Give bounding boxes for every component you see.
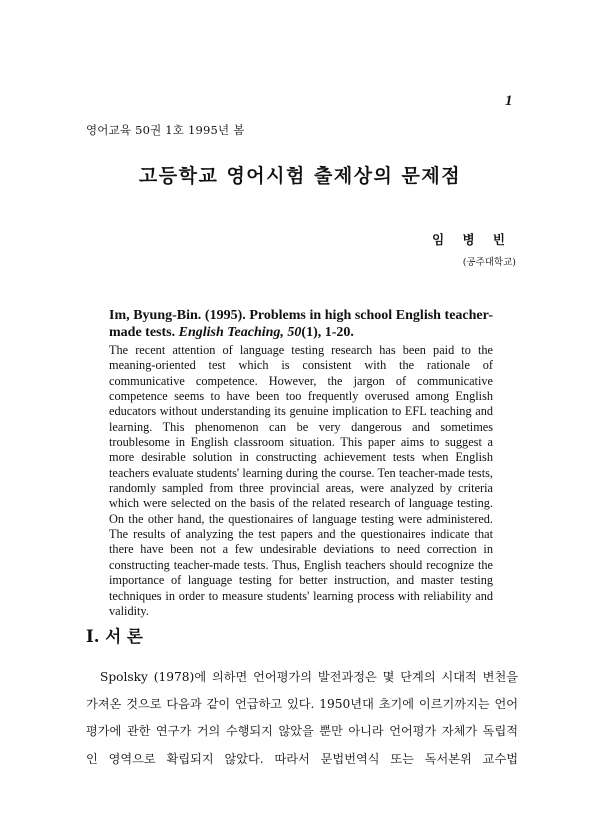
body-paragraph: Spolsky (1978)에 의하면 언어평가의 발전과정은 몇 단계의 시대적 변천을 가져온 것으로 다음과 같이 언급하고 있다. 1950년대 초기에 이르기까지는 언어평가에 관한 연구가 거의 수행되지 않았을 뿐만 아니라 언어평가 자체가 독립적인 영역으로 확립되지 않았다. 따라서 문법번역식 또는 독서본위 교수법: [86, 670, 518, 766]
abstract: The recent attention of language testing research has been paid to the meaning-oriented test which is consistent with the rationale of communicative competence. However, the jargon of communicative competence seems to have been too frequently overused among English educators without understanding its genuine implication to EFL teaching and learning. This phenomenon can be very dangerous and sometimes troublesome in English classroom situation. This paper aims to suggest a more desirable solution in constructing achievement tests when English teachers evaluate students' learning during the course. Ten teacher-made tests, randomly sampled from three provincial areas, were analyzed by criteria which were selected on the basis of the related research of language testing. On the other hand, the questionaires of language testing were administered. The results of analyzing the test papers and the questionaires indicate that there have been not a few undesirable deviations to need correction in constructing teacher-made tests. Thus, English teachers should recognize the importance of language testing for better instruction, and master testing techniques in order to measure students' learning process with reliability and validity.: [109, 343, 493, 618]
section-heading-introduction: I. 서 론: [86, 627, 143, 646]
citation-issue-pages: (1), 1-20.: [301, 325, 354, 340]
page-number: 1: [505, 93, 513, 109]
journal-issue-line: 영어교육 50권 1호 1995년 봄: [86, 123, 245, 137]
author-name: 임 병 빈: [432, 232, 512, 247]
citation: [109, 307, 493, 341]
citation-authors-title: Im, Byung-Bin. (1995). Problems in high school English teacher-made tests.: [109, 308, 493, 340]
paper-title: 고등학교 영어시험 출제상의 문제점: [138, 165, 462, 187]
citation-journal: English Teaching, 50: [178, 325, 302, 340]
author-affiliation: (공주대학교): [462, 257, 516, 268]
